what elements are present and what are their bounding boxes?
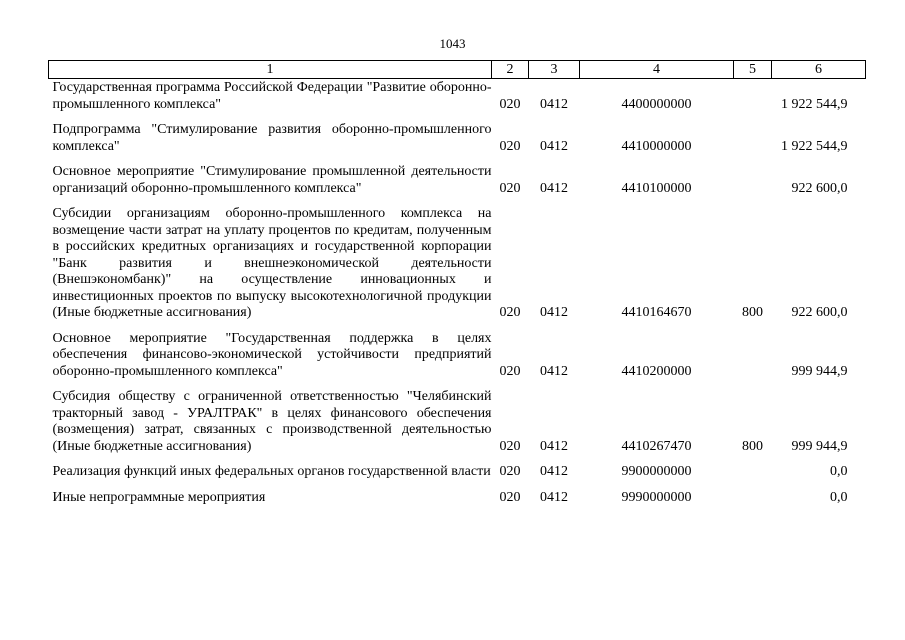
row-grbs: 020 — [499, 464, 521, 479]
row-name: Подпрограмма "Стимулирование развития оборонно-промышленного комплекса" — [52, 122, 492, 154]
row-name: Реализация функций иных федеральных органов государственной власти — [52, 464, 491, 479]
row-section: 0412 — [540, 180, 568, 196]
table-row — [49, 458, 866, 484]
row-vr: 800 — [742, 438, 763, 454]
row-amount: 922 600,0 — [791, 180, 848, 196]
row-section: 0412 — [540, 305, 568, 320]
row-section: 0412 — [540, 363, 568, 379]
row-amount: 0,0 — [830, 489, 848, 505]
column-header-3: 3 — [529, 61, 580, 79]
row-section: 0412 — [540, 438, 568, 454]
row-target: 4410000000 — [621, 138, 692, 154]
row-target: 9900000000 — [621, 464, 692, 479]
table-row — [49, 325, 866, 384]
row-vr — [734, 458, 772, 484]
row-amount: 0,0 — [830, 464, 848, 479]
column-header-2: 2 — [492, 61, 529, 79]
table-row — [49, 158, 866, 200]
table-body — [49, 79, 866, 510]
row-grbs: 020 — [499, 138, 521, 154]
row-name: Иные непрограммные мероприятия — [52, 489, 266, 505]
table-row — [49, 200, 866, 325]
header-row — [49, 61, 866, 79]
row-name: Основное мероприятие "Государственная поддержка в целях обеспечения финансово-экономической устойчивости предприятий оборонно-промышленного комплекса" — [52, 330, 492, 379]
row-name: Основное мероприятие "Стимулирование промышленной деятельности организаций оборонно-промышленного комплекса" — [52, 164, 492, 196]
row-target: 4410267470 — [621, 438, 692, 454]
row-amount: 922 600,0 — [791, 305, 848, 320]
row-grbs: 020 — [499, 96, 521, 112]
page-number: 1043 — [439, 36, 466, 51]
table-row — [49, 484, 866, 510]
row-section: 0412 — [540, 138, 568, 154]
row-grbs: 020 — [499, 363, 521, 379]
table-row — [49, 383, 866, 458]
column-header-5: 5 — [734, 61, 772, 79]
row-vr — [734, 158, 772, 200]
column-header-1: 1 — [49, 61, 492, 79]
row-section: 0412 — [540, 96, 568, 112]
table-row — [49, 116, 866, 158]
row-amount: 1 922 544,9 — [781, 96, 848, 112]
row-vr — [734, 484, 772, 510]
row-amount: 999 944,9 — [791, 363, 848, 379]
row-vr — [734, 116, 772, 158]
budget-table — [48, 60, 866, 509]
row-grbs: 020 — [499, 180, 521, 196]
row-section: 0412 — [540, 489, 568, 505]
row-section: 0412 — [540, 464, 568, 479]
row-name: Государственная программа Российской Федерации "Развитие оборонно-промышленного комплекса" — [52, 80, 492, 112]
column-header-6: 6 — [772, 61, 866, 79]
row-vr — [734, 79, 772, 117]
table-header — [49, 61, 866, 79]
row-amount: 999 944,9 — [791, 438, 848, 454]
row-target: 4410100000 — [621, 180, 692, 196]
row-name: Субсидии организациям оборонно-промышленного комплекса на возмещение части затрат на уплату процентов по кредитам, полученным в российских кредитных организациях и государственной корпорации "Банк развития и внешнеэкономической деятельности (Внешэкономбанк)" на осуществление инновационных и инвестиционных проектов по выпуску высокотехнологичной продукции (Иные бюджетные ассигнования) — [52, 206, 492, 320]
row-vr — [734, 325, 772, 384]
row-name: Субсидия обществу с ограниченной ответственностью "Челябинский тракторный завод - УРАЛТРАК" в целях финансового обеспечения (возмещения) затрат, связанных с производственной деятельностью (Иные бюджетные ассигнования) — [52, 389, 492, 454]
row-target: 4410200000 — [621, 363, 692, 379]
row-grbs: 020 — [499, 438, 521, 454]
column-header-4: 4 — [580, 61, 734, 79]
row-amount: 1 922 544,9 — [781, 138, 848, 154]
row-target: 4410164670 — [621, 305, 692, 320]
row-grbs: 020 — [499, 489, 521, 505]
row-target: 4400000000 — [621, 96, 692, 112]
row-vr: 800 — [742, 305, 763, 320]
table-row — [49, 79, 866, 117]
row-grbs: 020 — [499, 305, 521, 320]
row-target: 9990000000 — [621, 489, 692, 505]
